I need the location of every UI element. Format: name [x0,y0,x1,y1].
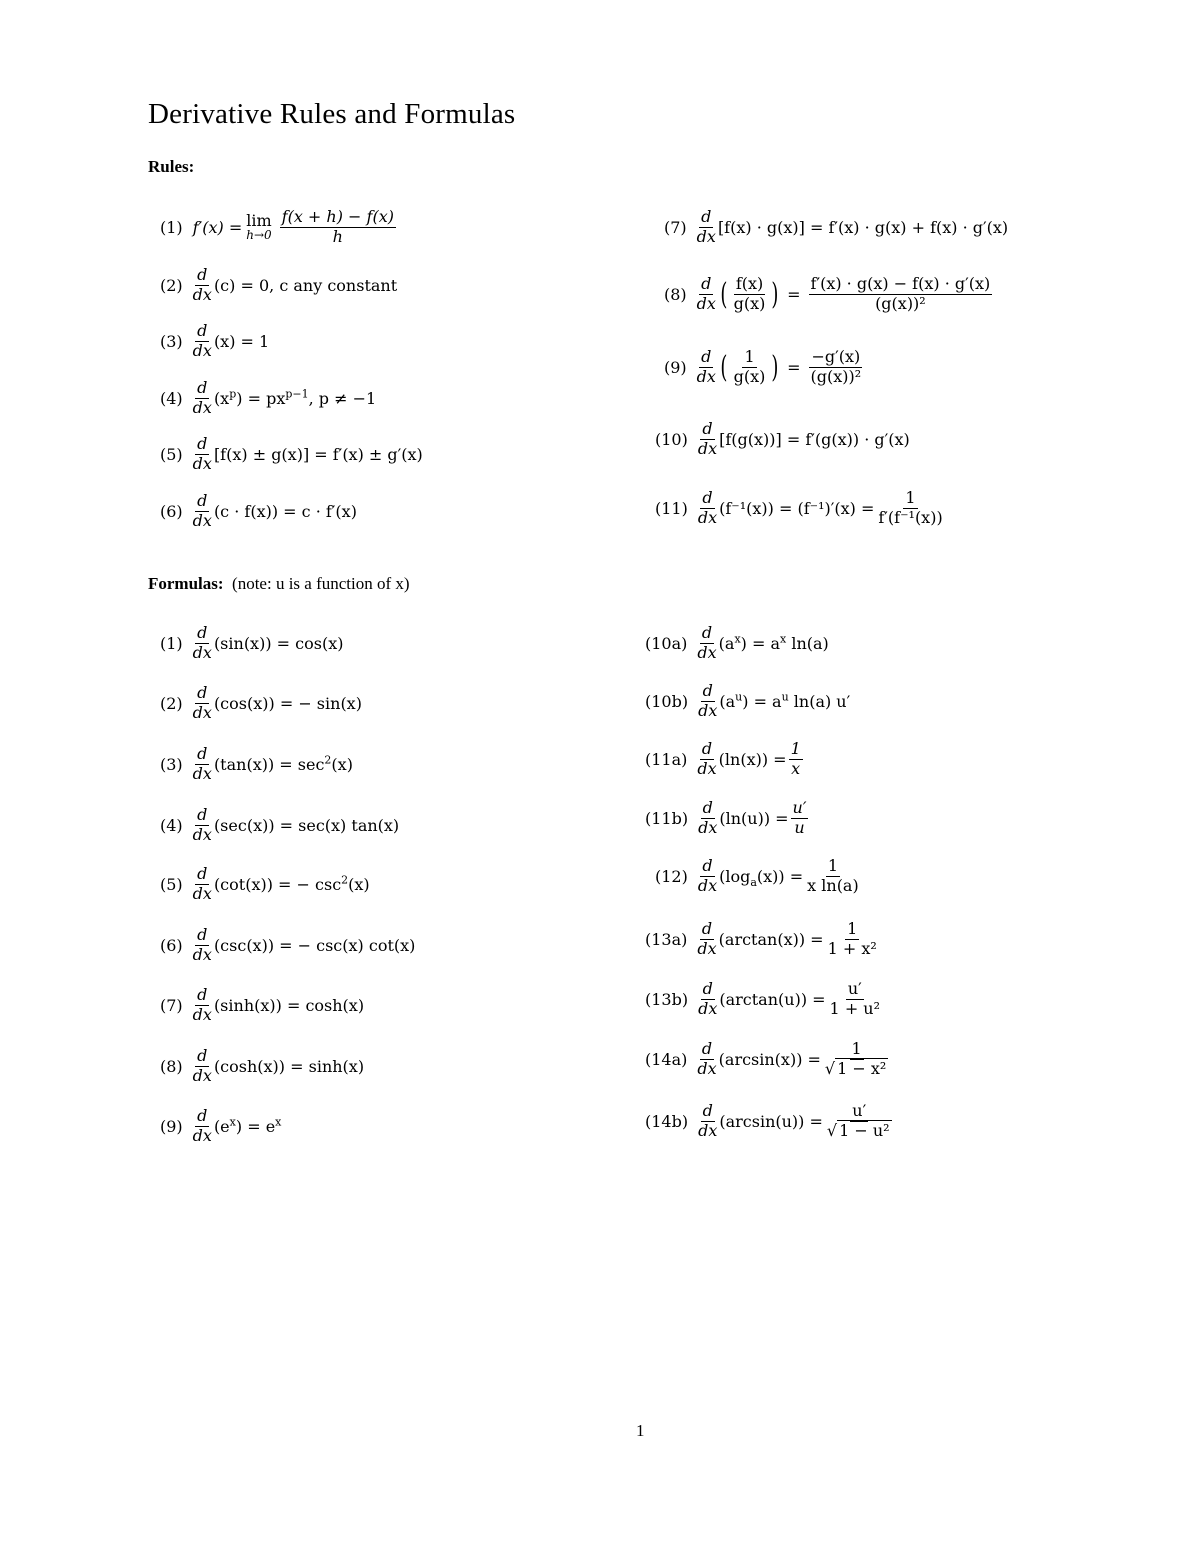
derivative-operator: d dx [192,265,212,304]
page-title: Derivative Rules and Formulas [148,98,516,130]
rule-label: (2) [160,275,183,295]
derivative-operator: d dx [698,1101,718,1140]
formula-3-expr: $(\tan(x)) = \sec^2(x)$ [213,753,353,774]
formula-label: (2) [160,693,183,713]
right-paren: ) [771,349,779,385]
formula-13b-expr: (arctan(u)) = [719,989,826,1009]
derivative-operator: d dx [192,378,212,417]
formula-label: (11b) [645,808,689,828]
rule-label: (6) [160,501,183,521]
derivative-operator: d dx [192,744,212,783]
derivative-operator: d dx [696,347,716,386]
formula-10b-expr: $(a^u) = a^u$ ln(a) u′ [719,690,851,711]
rule-4 [160,378,376,418]
rule-3 [160,321,269,361]
derivative-operator: d dx [698,681,718,720]
rule-7-expr: [f(x) · g(x)] = f′(x) · g(x) + f(x) · g′(x) [717,217,1009,237]
derivative-operator: d dx [192,925,212,964]
derivative-operator: d dx [192,683,212,722]
derivative-operator: d dx [697,623,717,662]
formula-label: (11a) [645,749,688,769]
formula-9 [160,1106,281,1146]
formula-label: (10b) [645,691,689,711]
rule-label: (5) [160,444,183,464]
quotient: $\frac{f(x)}{g(x)}$ [733,274,766,313]
derivative-operator: d dx [192,321,212,360]
derivative-operator: d dx [192,985,212,1024]
formula-14a-result: $\frac{1}{\text{√ 1 − x²}}$ [824,1039,887,1078]
formula-label: (3) [160,754,183,774]
left-paren: ( [720,276,728,312]
equals-sign: = [787,357,801,377]
difference-quotient: $\frac{f(x + h) - f(x)}{h}$ [281,207,394,246]
rule-label: (8) [664,284,687,304]
page-number: 1 [636,1421,645,1440]
equals-sign: = [787,284,801,304]
inverse-rule-result: $\frac{1}{\text{f′(f⁻¹(x))}}$ [878,488,943,527]
formula-6-expr: (csc(x)) = − csc(x) cot(x) [213,935,416,955]
formulas-heading: Formulas: (note: u is a function of x) [148,574,410,593]
formula-label: (4) [160,815,183,835]
formula-2 [160,683,362,723]
formula-5 [160,864,370,904]
rule-10 [655,419,910,459]
rule-7 [664,207,1008,247]
formula-label: (6) [160,935,183,955]
formula-4 [160,805,399,845]
reciprocal: $\frac{1}{g(x)}$ [733,347,766,386]
formula-label: (14a) [645,1049,688,1069]
formula-label: (13a) [645,929,688,949]
left-paren: ( [720,349,728,385]
rule-9 [664,347,865,387]
formula-14a [645,1039,892,1079]
formula-2-expr: (cos(x)) = − sin(x) [213,693,362,713]
formula-14b-result: $\frac{u'}{\text{√ 1 − u²}}$ [826,1101,890,1140]
quotient-rule-result: $\frac{f'(x) \cdot g(x) - f(x) \cdot g'(x)}{\text{(g(x))²}}$ [810,274,991,313]
rule-8 [664,274,994,314]
derivative-operator: d dx [697,1039,717,1078]
formula-13a-result: $\frac{1}{\text{1 + x²}}$ [827,919,877,958]
rule-3-expr: (x) = 1 [213,331,270,351]
formula-14b [645,1101,896,1141]
derivative-operator: d dx [192,491,212,530]
rule-11 [655,488,947,528]
formula-label: (5) [160,874,183,894]
formula-10b [645,681,850,721]
formula-9-expr: $(e^x) = e^x$ [213,1115,282,1136]
formula-13b-result: $\frac{u'}{\text{1 + u²}}$ [829,979,881,1018]
formula-13a [645,919,881,959]
formula-12-result: $\frac{1}{\text{x ln(a)}}$ [807,856,859,895]
formula-13a-expr: (arctan(x)) = [718,929,824,949]
rule-label: (3) [160,331,183,351]
rule-1-lhs: f′(x) = [192,217,243,237]
formula-1-expr: (sin(x)) = cos(x) [213,633,344,653]
formula-label: (13b) [645,989,689,1009]
formula-7 [160,985,364,1025]
formula-12-expr: $(\log_a(x))$ = [719,866,804,889]
derivative-operator: d dx [192,1106,212,1145]
rule-4-expr: $(x^p) = px^{p-1}$, p ≠ −1 [213,387,377,408]
rule-5-expr: [f(x) ± g(x)] = f′(x) ± g′(x) [213,444,423,464]
rule-10-expr: [f(g(x))] = f′(g(x)) · g′(x) [719,429,910,449]
formula-8 [160,1046,364,1086]
derivative-operator: d dx [192,864,212,903]
formula-5-expr: (cot(x)) = − $\csc^2(x)$ [213,873,370,894]
rule-11-expr: (f⁻¹(x)) = (f⁻¹)′(x) = [719,498,875,518]
formula-13b [645,979,884,1019]
formula-11a [645,739,805,779]
formula-label: (12) [655,866,688,886]
formula-4-expr: (sec(x)) = sec(x) tan(x) [213,815,400,835]
limit-operator: lim h→0 [246,210,272,243]
formula-11b-expr: (ln(u)) = [719,808,789,828]
rules-heading: Rules: [148,157,195,176]
rule-label: (10) [655,429,688,449]
formulas-note: (note: u is a function of x) [232,574,410,593]
formula-label: (8) [160,1056,183,1076]
derivative-operator: d dx [698,798,718,837]
rule-6 [160,491,357,531]
formula-12 [655,856,863,896]
formula-label: (14b) [645,1111,689,1131]
derivative-operator: d dx [192,623,212,662]
formula-11a-expr: (ln(x)) = [718,749,787,769]
formula-1 [160,623,343,663]
rule-label: (4) [160,388,183,408]
formula-10a [645,623,829,663]
derivative-operator: d dx [698,979,718,1018]
formula-10a-expr: $(a^x) = a^x$ ln(a) [718,632,829,653]
rule-1 [160,207,398,247]
rule-label: (1) [160,217,183,237]
derivative-operator: d dx [192,434,212,473]
formula-11b-result: $\frac{u'}{u}$ [792,798,807,837]
formula-3 [160,744,353,784]
reciprocal-rule-result: $\frac{-g'(x)}{\text{(g(x))²}}$ [810,347,862,386]
rule-6-expr: (c · f(x)) = c · f′(x) [213,501,357,521]
formula-6 [160,925,415,965]
formula-label: (10a) [645,633,688,653]
rule-label: (7) [664,217,687,237]
derivative-operator: d dx [696,274,716,313]
derivative-operator: d dx [697,856,718,895]
formula-label: (1) [160,633,183,653]
formula-7-expr: (sinh(x)) = cosh(x) [213,995,365,1015]
formula-label: (7) [160,995,183,1015]
formula-8-expr: (cosh(x)) = sinh(x) [213,1056,365,1076]
formula-14a-expr: (arcsin(x)) = [718,1049,821,1069]
formula-label: (9) [160,1116,183,1136]
rule-2-expr: (c) = 0, c any constant [213,275,398,295]
rule-label: (9) [664,357,687,377]
derivative-operator: d dx [192,805,212,844]
derivative-operator: d dx [697,739,717,778]
rule-5 [160,434,423,474]
derivative-operator: d dx [192,1046,212,1085]
right-paren: ) [771,276,779,312]
derivative-operator: d dx [696,207,716,246]
formula-11b [645,798,810,838]
rule-label: (11) [655,498,688,518]
formula-11a-result: $\frac{1}{x}$ [790,739,801,778]
derivative-operator: d dx [697,919,717,958]
rule-2 [160,265,397,305]
derivative-operator: d dx [697,488,718,527]
formula-14b-expr: (arcsin(u)) = [719,1111,823,1131]
derivative-operator: d dx [697,419,718,458]
